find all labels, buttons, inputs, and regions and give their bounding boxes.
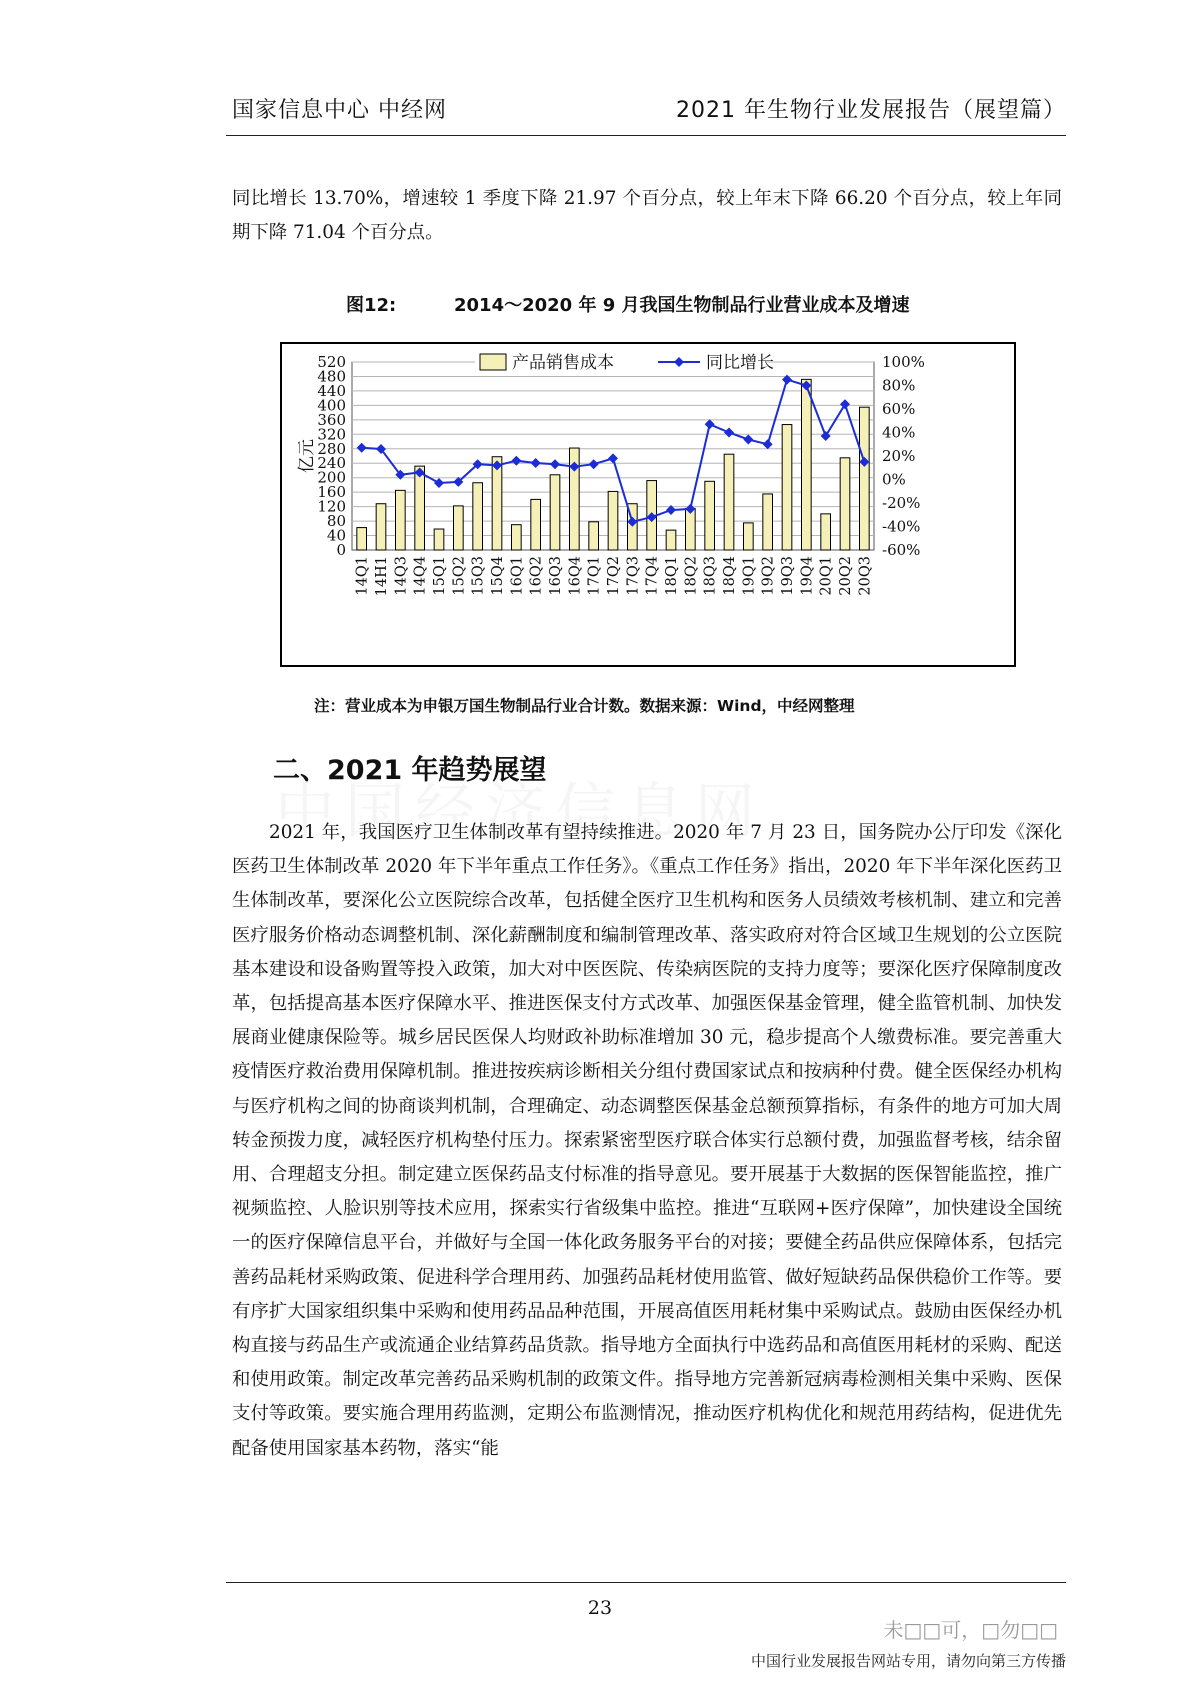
bar: [473, 483, 483, 550]
x-tick-label: 18Q4: [722, 556, 738, 596]
x-tick-label: 14Q1: [354, 556, 371, 596]
chart: [280, 342, 1016, 667]
y2-tick-label: 40%: [882, 423, 916, 442]
footer-divider: [226, 1582, 1066, 1583]
y-tick-label: 40: [326, 526, 346, 545]
bar: [782, 425, 792, 550]
x-tick-label: 18Q3: [702, 556, 719, 596]
y-tick-label: 280: [317, 439, 346, 458]
section-title: 二、2021 年趋势展望: [273, 755, 547, 786]
bar: [802, 379, 812, 550]
x-tick-label: 17Q3: [625, 556, 642, 596]
y2-tick-label: -40%: [882, 517, 921, 536]
page-number: 23: [587, 1597, 613, 1619]
bar: [357, 528, 367, 550]
x-tick-label: 15Q2: [451, 556, 468, 596]
x-tick-label: 14Q3: [393, 556, 410, 596]
bar: [415, 466, 425, 550]
bar: [396, 490, 406, 550]
y2-tick-label: -60%: [882, 541, 921, 559]
header-right: 2021 年生物行业发展报告（展望篇）: [676, 98, 1066, 123]
legend-swatch-bar: [480, 354, 506, 370]
y-tick-label: 120: [317, 497, 346, 516]
bar: [589, 522, 599, 550]
y-tick-label: 160: [317, 483, 346, 502]
y-tick-label: 400: [317, 396, 346, 415]
figure-title: [346, 291, 910, 317]
bar: [744, 523, 754, 550]
header-divider: [226, 135, 1066, 136]
x-tick-label: 19Q2: [760, 556, 777, 596]
x-tick-label: 17Q1: [586, 556, 603, 596]
x-tick-label: 15Q1: [432, 556, 448, 596]
figure-note: 注：营业成本为申银万国生物制品行业合计数。数据来源：Wind，中经网整理: [314, 697, 855, 715]
x-tick-label: 16Q3: [548, 556, 564, 596]
bar: [531, 499, 541, 550]
y2-tick-label: -20%: [882, 494, 921, 512]
chart-frame: [280, 342, 1016, 667]
bar: [454, 506, 464, 550]
header-left: 国家信息中心 中经网: [232, 98, 447, 123]
bar: [705, 481, 715, 550]
y-tick-label: 360: [317, 410, 346, 429]
x-tick-label: 18Q1: [664, 556, 680, 596]
x-tick-label: 17Q4: [644, 556, 661, 596]
y-tick-label: 440: [317, 381, 346, 400]
y-axis-label: 亿元: [297, 439, 317, 473]
y2-tick-label: 60%: [882, 400, 916, 418]
bar: [608, 491, 618, 550]
y-tick-label: 240: [317, 454, 346, 473]
y-tick-label: 480: [317, 367, 346, 386]
x-tick-label: 16Q1: [509, 556, 526, 596]
x-tick-label: 16Q2: [528, 556, 545, 596]
x-tick-label: 20Q2: [838, 556, 854, 596]
x-tick-label: 19Q1: [741, 556, 758, 596]
bar: [434, 529, 444, 550]
x-tick-label: 19Q3: [780, 556, 796, 596]
bar: [763, 494, 773, 550]
x-tick-label: 15Q4: [490, 556, 506, 596]
y-tick-label: 0: [336, 541, 346, 559]
bar: [376, 504, 386, 550]
y-tick-label: 80: [326, 512, 346, 531]
y2-tick-label: 80%: [882, 376, 916, 395]
x-tick-label: 14H1: [374, 556, 390, 597]
y-tick-label: 520: [317, 353, 346, 371]
x-tick-label: 18Q2: [683, 556, 700, 596]
footer-stamp: 未□□可，□勿□□: [883, 1618, 1058, 1642]
bar: [724, 454, 734, 550]
x-tick-label: 20Q1: [818, 556, 835, 596]
bar: [686, 508, 696, 550]
footer-note: 中国行业发展报告网站专用，请勿向第三方传播: [750, 1652, 1066, 1670]
x-tick-label: 16Q4: [567, 556, 584, 596]
x-tick-label: 20Q3: [857, 556, 874, 596]
y2-tick-label: 0%: [882, 470, 906, 489]
x-tick-label: 14Q4: [412, 556, 429, 596]
intro-paragraph: 同比增长 13.70%，增速较 1 季度下降 21.97 个百分点，较上年末下降 66.20 个百分点，较上年同期下降 71.04 个百分点。: [232, 188, 1062, 244]
legend-label-bar: 产品销售成本: [512, 353, 614, 373]
bar: [666, 530, 676, 550]
bar: [821, 514, 831, 550]
x-tick-label: 17Q2: [606, 556, 622, 596]
bar: [840, 458, 850, 550]
bar: [492, 457, 502, 550]
y-tick-label: 200: [317, 468, 346, 487]
legend-label-line: 同比增长: [706, 353, 774, 373]
y2-tick-label: 20%: [882, 447, 916, 465]
bar: [512, 525, 522, 550]
bar: [860, 407, 870, 550]
main-paragraph: 2021 年，我国医疗卫生体制改革有望持续推进。2020 年 7 月 23 日，国务院办公厅印发《深化医药卫生体制改革 2020 年下半年重点工作任务》。《重点工作任务》指出，2020 年下半年深化医药卫生体制改革，要深化公立医院综合改革，包括健全医疗卫生机构和医务人员绩效考核机制、建立和完善医疗服务价格动态调整机制、深化薪酬制度和编制管理改革、落实政府对符合区域卫生规划的公立医院基本建设和设备购置等投入政策，加大对中医医院、传染病医院的支持力度等；要深化医疗保障制度改革，包括提高基本医疗保障水平、推进医保支付方式改革、加强医保基金管理，健全监管机制、加快发展商业健康保险等。城乡居民医保人均财政补助标准增加 30 元，稳步提高个人缴费标准。要完善重大疫情医疗救治费用保障机制。推进按疾病诊断相关分组付费国家试点和按病种付费。健全医保经办机构与医疗机构之间的协商谈判机制，合理确定、动态调整医保基金总额预算指标，有条件的地方可加大周转金预拨力度，减轻医疗机构垫付压力。探索紧密型医疗联合体实行总额付费，加强监督考核，结余留用、合理超支分担。制定建立医保药品支付标准的指导意见。要开展基于大数据的医保智能监控，推广视频监控、人脸识别等技术应用，探索实行省级集中监控。推进“互联网+医疗保障”，加快建设全国统一的医疗保障信息平台，并做好与全国一体化政务服务平台的对接；要健全药品供应保障体系，包括完善药品耗材采购政策、促进科学合理用药、加强药品耗材使用监管、做好短缺药品保供稳价工作等。要有序扩大国家组织集中采购和使用药品品种范围，开展高值医用耗材集中采购试点。鼓励由医保经办机构直接与药品生产或流通企业结算药品货款。指导地方全面执行中选药品和高值医用耗材的采购、配送和使用政策。制定改革完善药品采购机制的政策文件。指导地方完善新冠病毒检测相关集中采购、医保支付等政策。要实施合理用药监测，定期公布监测情况，推动医疗机构优化和规范用药结构，促进优先配备使用国家基本药物，落实“能: [232, 822, 1062, 1459]
figure-caption: 2014～2020 年 9 月我国生物制品行业营业成本及增速: [454, 295, 910, 316]
bar: [550, 475, 560, 550]
y2-tick-label: 100%: [882, 353, 925, 371]
y-tick-label: 320: [317, 425, 346, 444]
figure-number: 图12:: [346, 295, 397, 316]
x-tick-label: 15Q3: [470, 556, 487, 596]
x-tick-label: 19Q4: [799, 556, 816, 596]
